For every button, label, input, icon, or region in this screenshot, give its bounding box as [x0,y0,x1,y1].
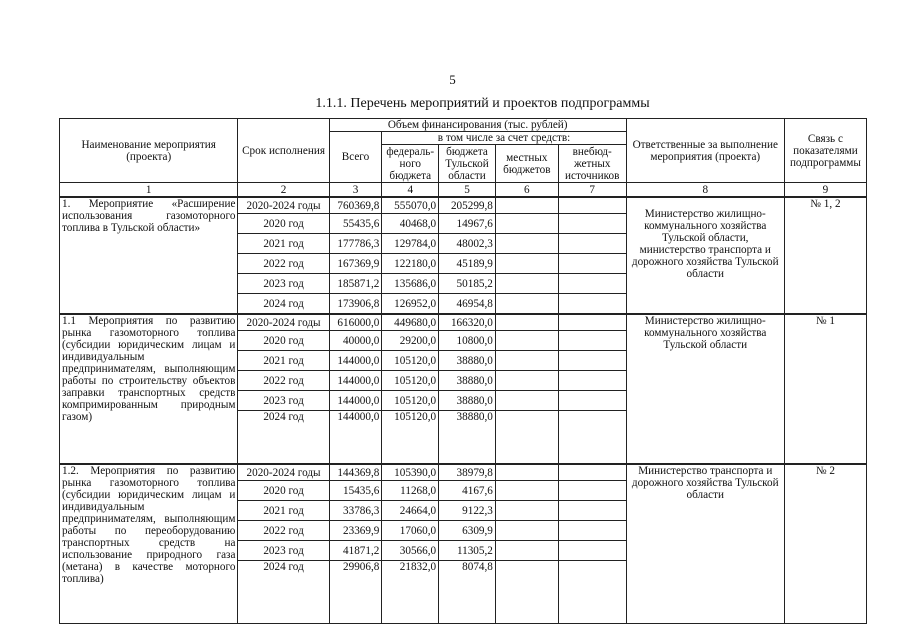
regional-cell: 38880,0 [439,411,496,465]
local-cell [495,371,558,391]
extra-cell [558,351,626,371]
extra-cell [558,561,626,624]
responsible-text: Министерство жилищно-коммунального хозяйства Тульской области, министерство транспорта и дорожного хозяйства Тульской области [631,208,779,280]
period-cell: 2022 год [238,521,329,541]
measure-name: 1.2. Мероприятия по развитию рынка газомоторного топлива (субсидии юридическим лицам и индивидуальным предпринимателям, выполняющим работы по переоборудованию транспортных средств на использование природного газа (метана) в качестве моторного топлива) [60,464,238,624]
header-responsible: Ответственные за выполнение мероприятия (проекта) [626,119,784,183]
federal-cell: 105390,0 [382,464,439,481]
local-cell [495,294,558,315]
period-cell: 2021 год [238,351,329,371]
header-federal: федераль-ного бюджета [382,145,439,183]
period-cell: 2020 год [238,481,329,501]
total-cell: 185871,2 [329,274,382,294]
total-cell: 760369,8 [329,197,382,214]
extra-cell [558,481,626,501]
federal-cell: 129784,0 [382,234,439,254]
regional-cell: 14967,6 [439,214,496,234]
total-cell: 616000,0 [329,314,382,331]
local-cell [495,214,558,234]
local-cell [495,541,558,561]
federal-cell: 449680,0 [382,314,439,331]
header-extra: внебюд-жетных источников [558,145,626,183]
header-funding: Объем финансирования (тыс. рублей) [329,119,626,132]
regional-cell: 50185,2 [439,274,496,294]
extra-cell [558,234,626,254]
link-cell: № 1 [784,314,866,464]
document-title: 1.1.1. Перечень мероприятий и проектов подпрограммы [315,96,650,111]
local-cell [495,331,558,351]
column-numbers-row [60,183,867,198]
column-number: 8 [626,183,784,198]
table-row [60,197,867,214]
regional-cell: 38979,8 [439,464,496,481]
federal-cell: 555070,0 [382,197,439,214]
local-cell [495,391,558,411]
local-cell [495,314,558,331]
federal-cell: 105120,0 [382,371,439,391]
column-number: 3 [329,183,382,198]
federal-cell: 126952,0 [382,294,439,315]
period-cell: 2020-2024 годы [238,314,329,331]
period-cell: 2020 год [238,214,329,234]
regional-cell: 9122,3 [439,501,496,521]
period-cell: 2023 год [238,274,329,294]
extra-cell [558,197,626,214]
federal-cell: 135686,0 [382,274,439,294]
extra-cell [558,214,626,234]
header-total: Всего [329,132,382,183]
measures-table [59,118,867,624]
local-cell [495,521,558,541]
local-cell [495,197,558,214]
local-cell [495,274,558,294]
total-cell: 23369,9 [329,521,382,541]
federal-cell: 105120,0 [382,351,439,371]
federal-cell: 105120,0 [382,411,439,465]
federal-cell: 30566,0 [382,541,439,561]
extra-cell [558,541,626,561]
federal-cell: 29200,0 [382,331,439,351]
total-cell: 15435,6 [329,481,382,501]
responsible-cell: Министерство транспорта и дорожного хозяйства Тульской области [626,464,784,624]
extra-cell [558,464,626,481]
period-cell: 2020 год [238,331,329,351]
header-name: Наименование мероприятия (проекта) [60,119,238,183]
extra-cell [558,294,626,315]
period-cell: 2024 год [238,294,329,315]
local-cell [495,464,558,481]
period-cell: 2020-2024 годы [238,197,329,214]
total-cell: 144000,0 [329,351,382,371]
regional-cell: 48002,3 [439,234,496,254]
column-number: 9 [784,183,866,198]
regional-cell: 38880,0 [439,371,496,391]
period-cell: 2024 год [238,561,329,624]
total-cell: 144000,0 [329,391,382,411]
extra-cell [558,391,626,411]
regional-cell: 45189,9 [439,254,496,274]
period-cell: 2024 год [238,411,329,465]
header-local: местных бюджетов [495,145,558,183]
local-cell [495,501,558,521]
federal-cell: 122180,0 [382,254,439,274]
column-number: 2 [238,183,329,198]
period-cell: 2020-2024 годы [238,464,329,481]
extra-cell [558,314,626,331]
total-cell: 144369,8 [329,464,382,481]
total-cell: 173906,8 [329,294,382,315]
measure-name: 1. Мероприятие «Расширение использования газомоторного топлива в Тульской области» [60,197,238,314]
period-cell: 2023 год [238,391,329,411]
link-cell: № 2 [784,464,866,624]
period-cell: 2021 год [238,234,329,254]
period-cell: 2022 год [238,371,329,391]
responsible-cell [626,197,784,314]
regional-cell: 10800,0 [439,331,496,351]
federal-cell: 105120,0 [382,391,439,411]
regional-cell: 166320,0 [439,314,496,331]
measure-name: 1.1 Мероприятия по развитию рынка газомоторного топлива (субсидии юридическим лицам и индивидуальным предпринимателям, выполняющим работы по строительству объектов заправки транспортных средств компримированным природным газом) [60,314,238,464]
header-link: Связь с показателями подпрограммы [784,119,866,183]
total-cell: 41871,2 [329,541,382,561]
total-cell: 177786,3 [329,234,382,254]
header-regional: бюджета Тульской области [439,145,496,183]
table-row [60,314,867,331]
federal-cell: 40468,0 [382,214,439,234]
page-number: 5 [449,72,456,87]
extra-cell [558,331,626,351]
total-cell: 167369,9 [329,254,382,274]
federal-cell: 11268,0 [382,481,439,501]
regional-cell: 4167,6 [439,481,496,501]
column-number: 5 [439,183,496,198]
regional-cell: 8074,8 [439,561,496,624]
extra-cell [558,371,626,391]
extra-cell [558,411,626,465]
regional-cell: 38880,0 [439,391,496,411]
total-cell: 144000,0 [329,371,382,391]
local-cell [495,351,558,371]
local-cell [495,254,558,274]
period-cell: 2023 год [238,541,329,561]
federal-cell: 17060,0 [382,521,439,541]
link-cell: № 1, 2 [784,197,866,314]
federal-cell: 24664,0 [382,501,439,521]
regional-cell: 205299,8 [439,197,496,214]
total-cell: 55435,6 [329,214,382,234]
period-cell: 2022 год [238,254,329,274]
local-cell [495,234,558,254]
responsible-cell: Министерство жилищно-коммунального хозяйства Тульской области [626,314,784,464]
federal-cell: 21832,0 [382,561,439,624]
column-number: 1 [60,183,238,198]
extra-cell [558,254,626,274]
extra-cell [558,274,626,294]
local-cell [495,561,558,624]
column-number: 6 [495,183,558,198]
regional-cell: 11305,2 [439,541,496,561]
local-cell [495,411,558,465]
extra-cell [558,521,626,541]
regional-cell: 6309,9 [439,521,496,541]
table-row [60,464,867,481]
regional-cell: 38880,0 [439,351,496,371]
total-cell: 40000,0 [329,331,382,351]
column-number: 7 [558,183,626,198]
local-cell [495,481,558,501]
total-cell: 29906,8 [329,561,382,624]
total-cell: 33786,3 [329,501,382,521]
header-including: в том числе за счет средств: [382,132,626,145]
period-cell: 2021 год [238,501,329,521]
total-cell: 144000,0 [329,411,382,465]
column-number: 4 [382,183,439,198]
header-period: Срок исполнения [238,119,329,183]
regional-cell: 46954,8 [439,294,496,315]
extra-cell [558,501,626,521]
